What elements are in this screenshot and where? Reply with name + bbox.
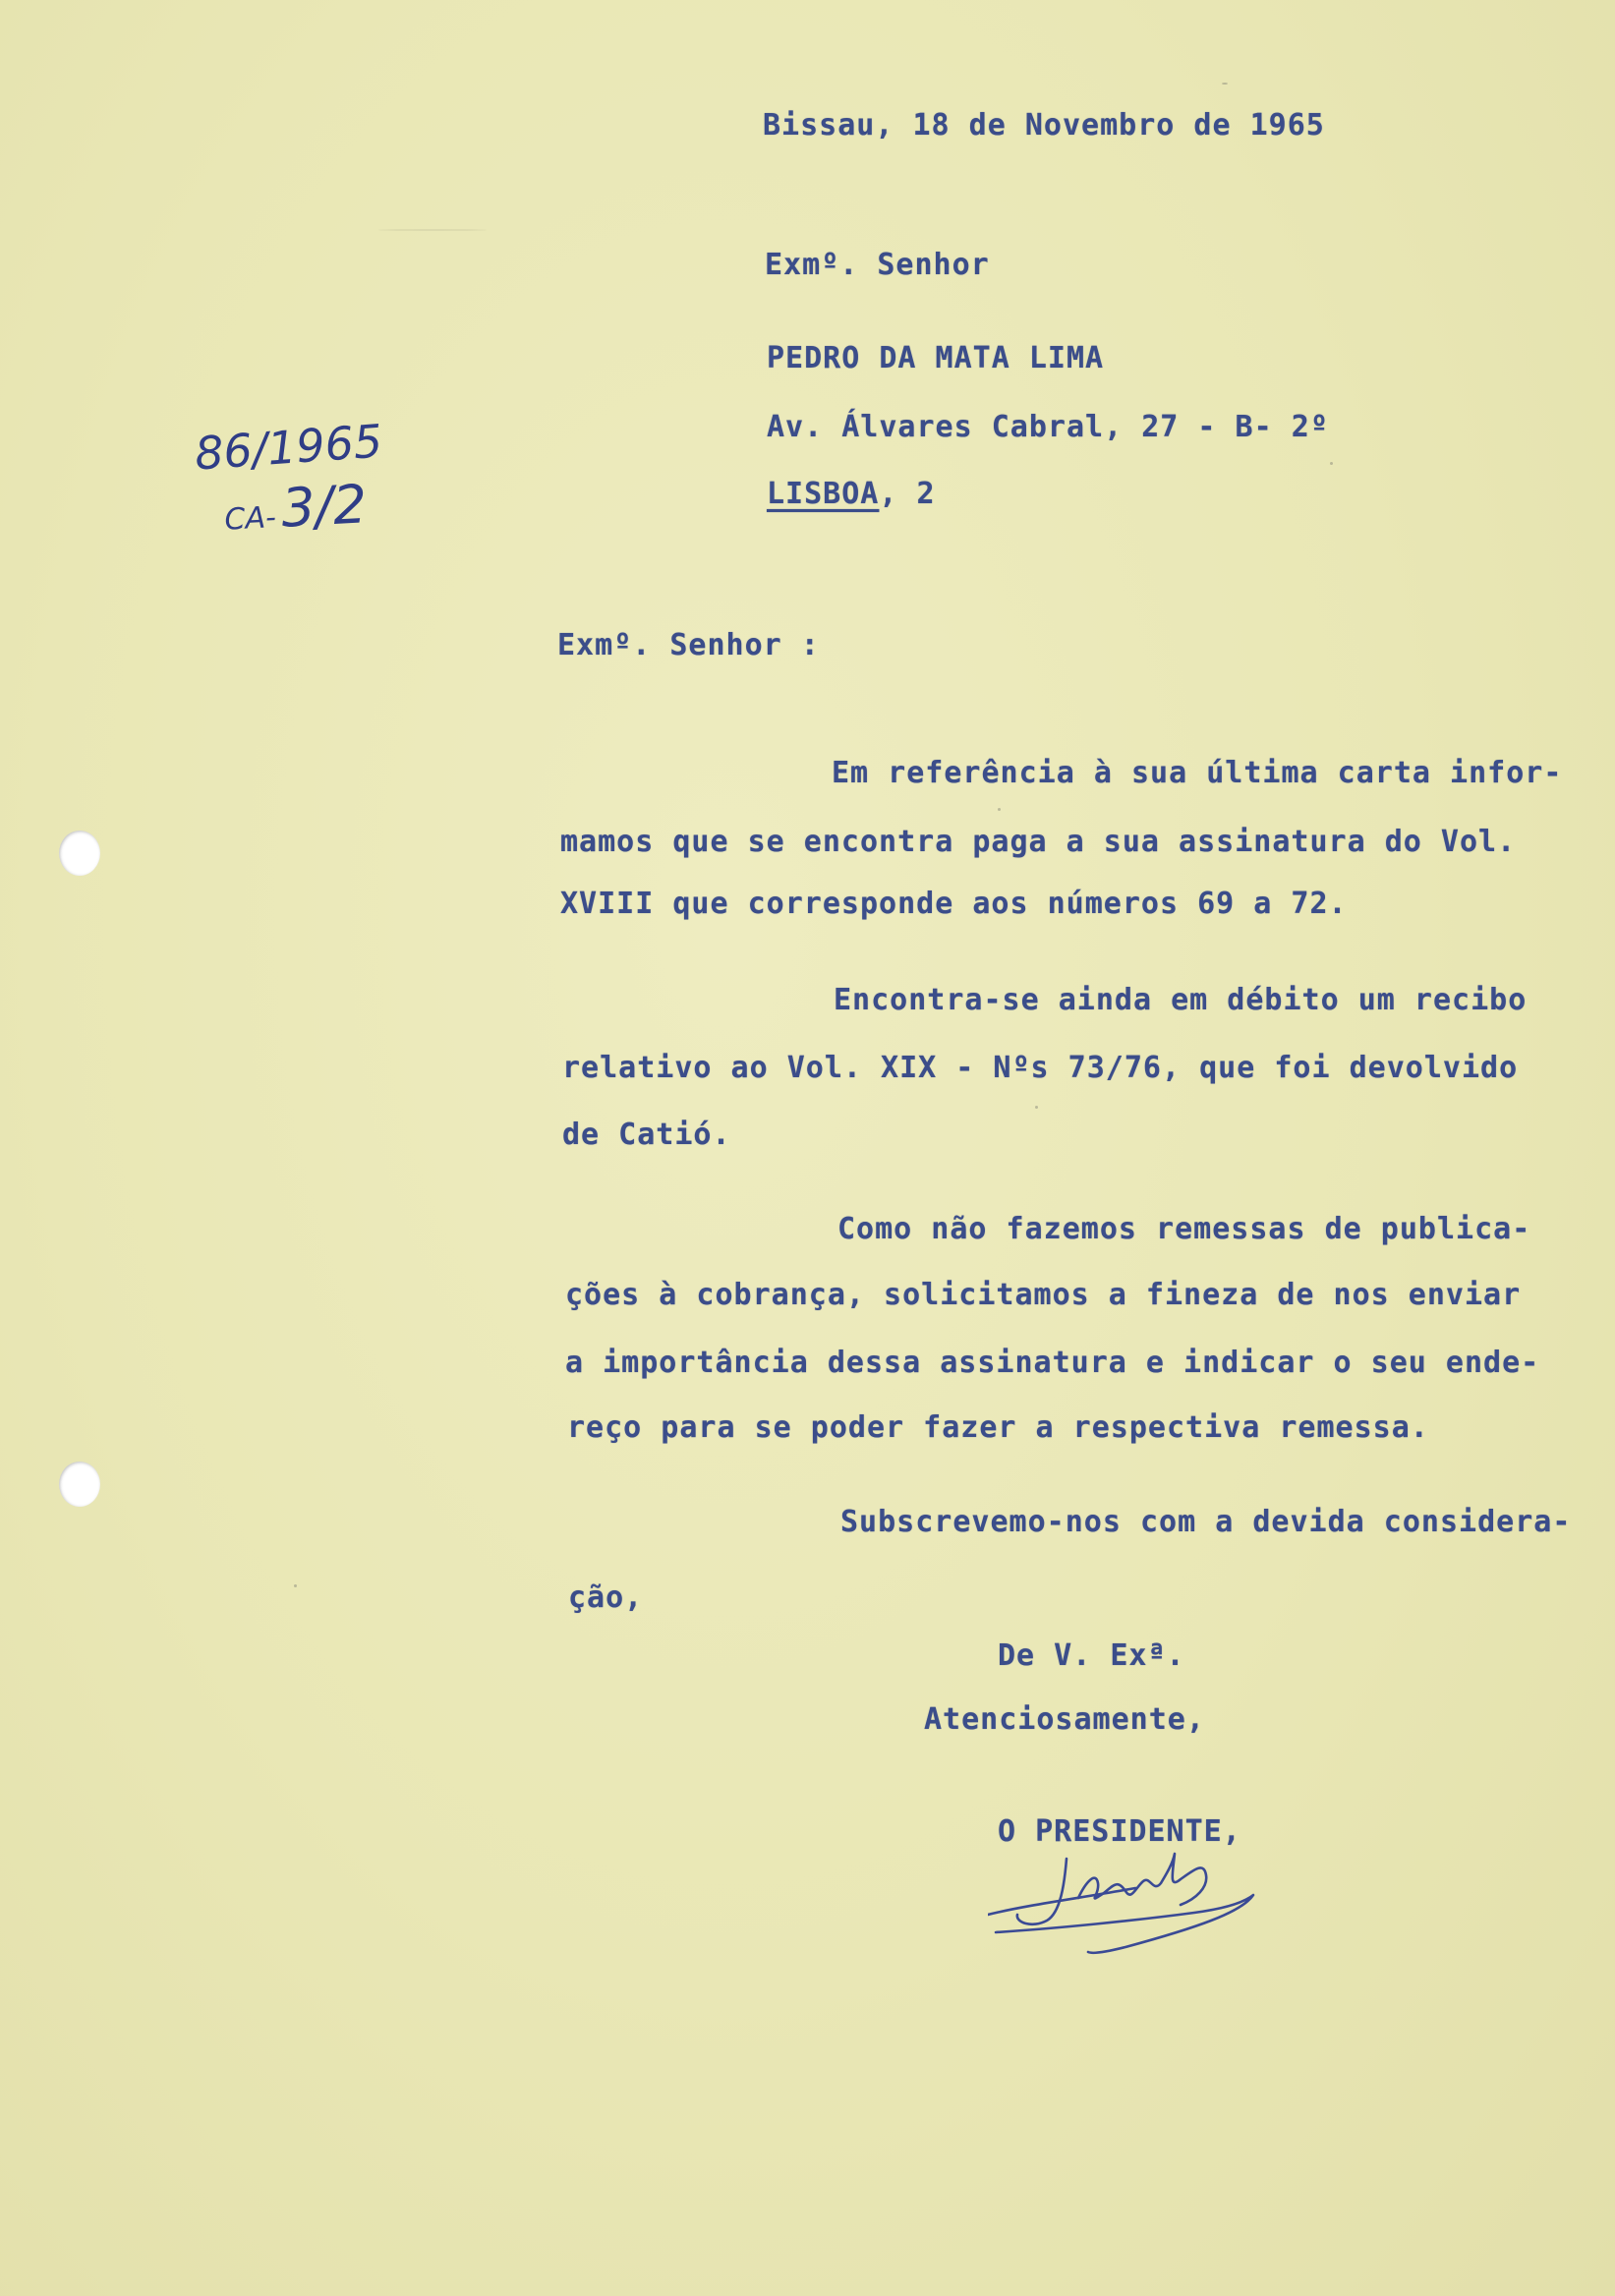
recipient-name: PEDRO DA MATA LIMA [767,341,1105,375]
recipient-postal-district: , 2 [879,477,936,511]
president-signature [988,1844,1283,1972]
body-line: mamos que se encontra paga a sua assinatura do Vol. [560,825,1517,859]
closing-courtesy: De V. Exª. [998,1638,1185,1673]
body-line: a importância dessa assinatura e indicar o seu ende- [565,1346,1540,1380]
paper-speck [1035,1106,1038,1109]
handwritten-file-code [223,473,369,540]
body-line: ção, [568,1580,644,1615]
body-line: Encontra-se ainda em débito um recibo [834,983,1528,1017]
body-line: relativo ao Vol. XIX - Nºs 73/76, que foi devolvido [562,1051,1519,1085]
punch-hole-bottom [59,1462,100,1507]
letter-greeting: Exmº. Senhor : [557,628,820,662]
signatory-title: O PRESIDENTE, [998,1814,1241,1849]
dateline: Bissau, 18 de Novembro de 1965 [763,108,1325,143]
body-line: ções à cobrança, solicitamos a fineza de nos enviar [565,1278,1522,1312]
recipient-city-line [767,477,936,511]
body-line: Em referência à sua última carta infor- [832,756,1563,790]
punch-hole-top [59,831,100,876]
paper-speck [294,1584,297,1587]
closing-regards: Atenciosamente, [924,1702,1205,1737]
body-line: Como não fazemos remessas de publica- [837,1212,1531,1246]
file-code-prefix: CA- [223,500,277,538]
handwritten-reference-number: 86/1965 [193,414,384,481]
body-line: reço para se poder fazer a respectiva remessa. [567,1410,1429,1445]
file-code-number: 3/2 [279,473,369,540]
recipient-address: Av. Álvares Cabral, 27 - B- 2º [767,410,1329,444]
paper-speck [1330,462,1333,465]
paper-speck [1222,83,1228,85]
body-line: de Catió. [562,1118,731,1152]
paper-speck [378,229,487,231]
body-line: XVIII que corresponde aos números 69 a 72. [560,887,1348,921]
body-line: Subscrevemo-nos com a devida considera- [840,1505,1572,1539]
recipient-city: LISBOA [767,477,880,511]
paper-speck [998,808,1001,811]
recipient-salutation: Exmº. Senhor [765,248,990,282]
